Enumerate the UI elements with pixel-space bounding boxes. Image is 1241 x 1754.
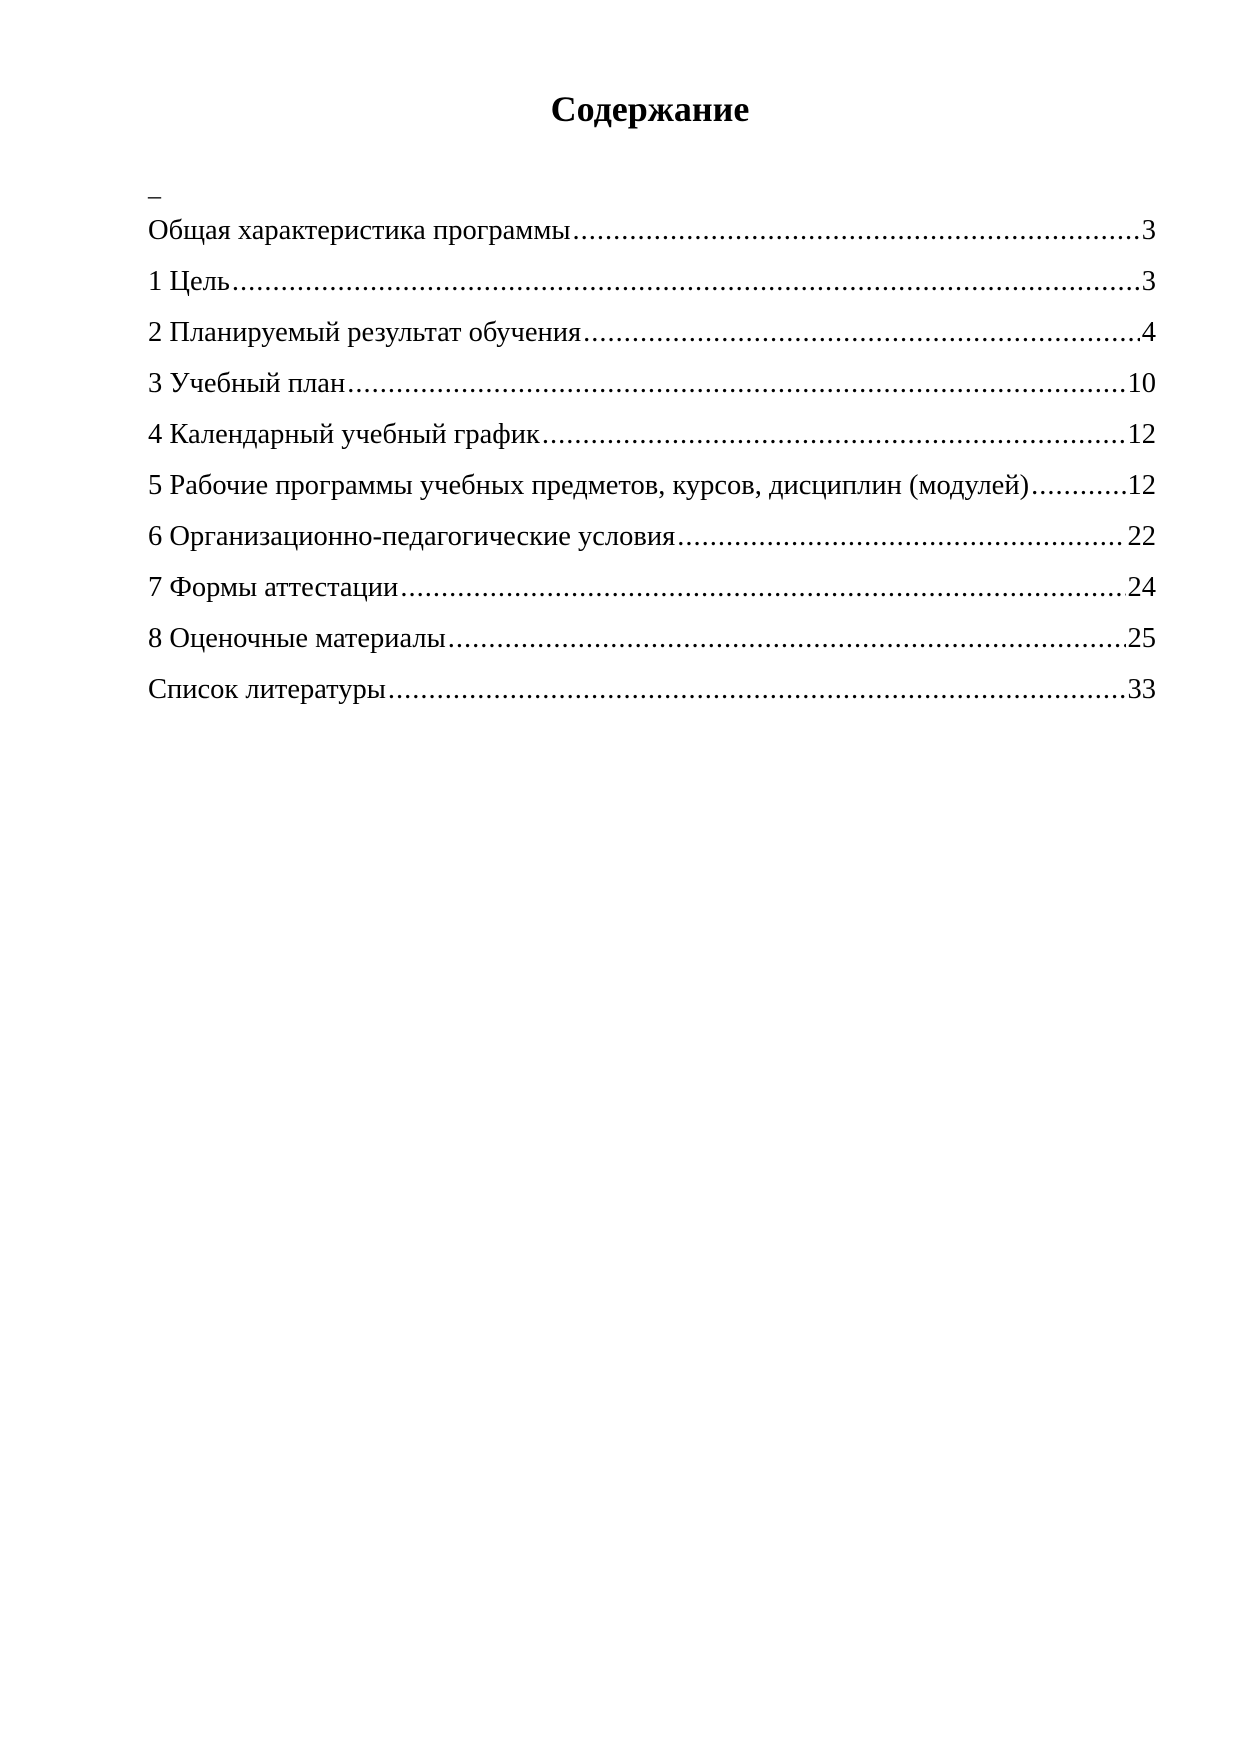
toc-page: 33	[1127, 674, 1156, 705]
table-of-contents	[148, 212, 1156, 722]
toc-label: 6 Организационно-педагогические условия	[148, 521, 676, 552]
toc-page: 12	[1127, 419, 1156, 450]
toc-entry[interactable]	[148, 314, 1156, 365]
toc-page: 22	[1127, 521, 1156, 552]
toc-entry[interactable]	[148, 467, 1156, 518]
toc-page: 4	[1141, 317, 1156, 348]
toc-label: 4 Календарный учебный график	[148, 419, 540, 450]
toc-page: 25	[1127, 623, 1156, 654]
dot-leader	[347, 365, 1125, 403]
page-title: Содержание	[550, 89, 750, 129]
toc-entry[interactable]	[148, 671, 1156, 722]
toc-label: 8 Оценочные материалы	[148, 623, 446, 654]
toc-label: Список литературы	[148, 674, 386, 705]
toc-page: 3	[1141, 266, 1156, 297]
toc-entry[interactable]	[148, 518, 1156, 569]
dot-leader	[573, 212, 1140, 250]
toc-label: 5 Рабочие программы учебных предметов, курсов, дисциплин (модулей)	[148, 470, 1030, 501]
dot-leader	[583, 314, 1140, 352]
toc-label: 2 Планируемый результат обучения	[148, 317, 582, 348]
toc-entry[interactable]	[148, 365, 1156, 416]
dot-leader	[388, 671, 1126, 709]
toc-entry[interactable]	[148, 416, 1156, 467]
toc-label: 1 Цель	[148, 266, 230, 297]
toc-entry[interactable]	[148, 569, 1156, 620]
dot-leader	[448, 620, 1126, 658]
toc-page: 3	[1141, 215, 1156, 246]
dot-leader	[1031, 467, 1125, 505]
toc-label: 7 Формы аттестации	[148, 572, 399, 603]
toc-entry[interactable]	[148, 263, 1156, 314]
toc-page: 24	[1127, 572, 1156, 603]
dot-leader	[400, 569, 1125, 607]
toc-page: 12	[1127, 470, 1156, 501]
stray-mark: _	[148, 172, 161, 201]
toc-entry[interactable]	[148, 212, 1156, 263]
dot-leader	[542, 416, 1126, 454]
toc-page: 10	[1127, 368, 1156, 399]
dot-leader	[677, 518, 1125, 556]
toc-label: Общая характеристика программы	[148, 215, 571, 246]
dot-leader	[232, 263, 1140, 301]
toc-entry[interactable]	[148, 620, 1156, 671]
toc-label: 3 Учебный план	[148, 368, 346, 399]
